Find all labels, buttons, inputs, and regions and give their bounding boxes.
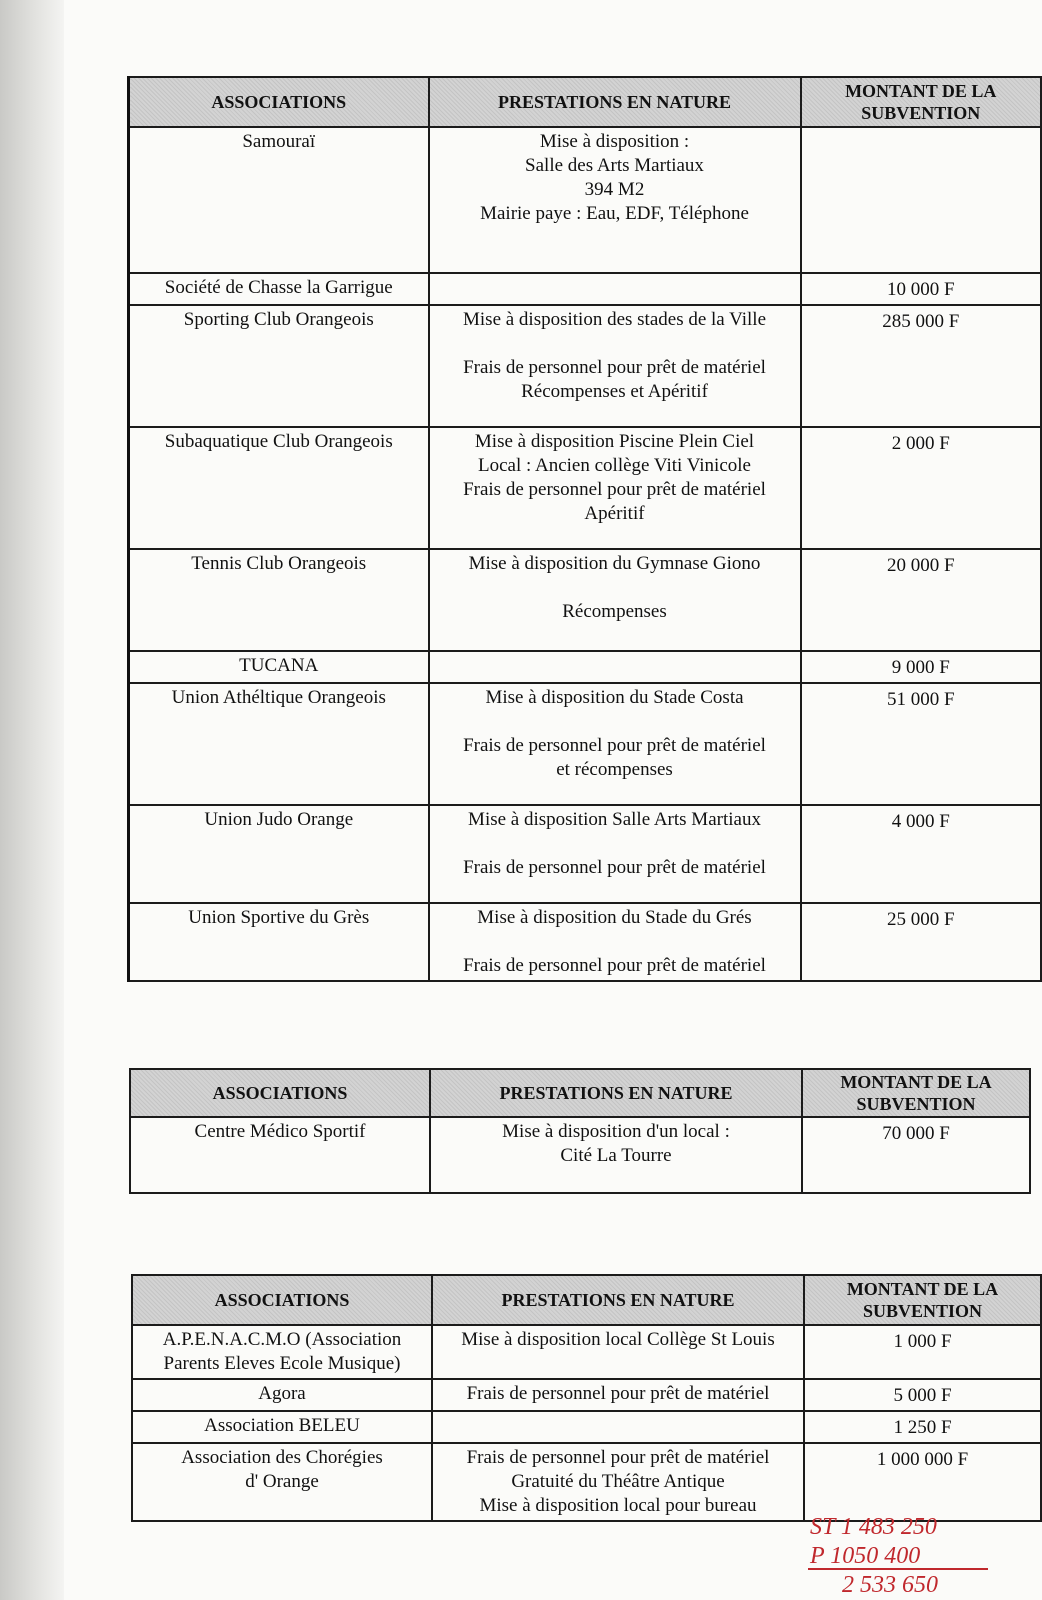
subsidy-amount xyxy=(808,130,1035,132)
table-row xyxy=(129,127,1042,273)
association-name: Union Judo Orange xyxy=(204,809,354,830)
prestation-line: Frais de personnel pour prêt de matériel xyxy=(463,479,766,500)
prestations-cell xyxy=(429,805,801,903)
prestation-line: Frais de personnel pour prêt de matériel xyxy=(463,357,766,378)
header-montant xyxy=(804,1275,1041,1325)
header-associations: ASSOCIATIONS xyxy=(132,1275,432,1325)
subsidy-amount-cell xyxy=(801,273,1042,305)
prestation-line: Cité La Tourre xyxy=(560,1145,672,1166)
subsidy-amount: 25 000 F xyxy=(886,909,955,930)
subsidy-amount: 1 250 F xyxy=(893,1417,952,1438)
prestation-line: Mairie paye : Eau, EDF, Téléphone xyxy=(480,203,749,224)
header-montant-line2: SUBVENTION xyxy=(862,1301,983,1321)
prestation-spacer xyxy=(436,332,794,356)
association-name: Samouraï xyxy=(242,131,316,152)
subsidy-amount-cell xyxy=(801,651,1042,683)
association-name-cell xyxy=(129,549,429,651)
association-name: Agora xyxy=(258,1383,306,1404)
prestations-cell xyxy=(429,427,801,549)
prestation-line: Mise à disposition Salle Arts Martiaux xyxy=(468,809,761,830)
subsidy-table-sports xyxy=(127,76,1042,982)
prestations-cell xyxy=(432,1443,804,1521)
prestation-line: Salle des Arts Martiaux xyxy=(525,155,704,176)
header-associations: ASSOCIATIONS xyxy=(129,77,429,127)
association-name: Société de Chasse la Garrigue xyxy=(164,277,393,298)
table-row xyxy=(132,1411,1041,1443)
subsidy-amount: 4 000 F xyxy=(891,811,950,832)
association-name: Centre Médico Sportif xyxy=(194,1121,366,1142)
subsidy-amount-cell xyxy=(801,549,1042,651)
association-name: Tennis Club Orangeois xyxy=(191,553,367,574)
prestation-line: Mise à disposition du Stade Costa xyxy=(485,687,744,708)
subsidy-amount: 5 000 F xyxy=(893,1385,952,1406)
association-name-cell xyxy=(132,1411,432,1443)
association-name: TUCANA xyxy=(239,655,319,676)
association-name-cell xyxy=(129,805,429,903)
table-header-row xyxy=(132,1275,1041,1325)
subsidy-amount: 70 000 F xyxy=(882,1123,950,1144)
prestations-cell xyxy=(429,273,801,305)
table-row xyxy=(130,1117,1030,1193)
prestations-cell xyxy=(430,1117,802,1193)
header-montant-line2: SUBVENTION xyxy=(861,103,981,123)
association-name-cell xyxy=(129,273,429,305)
prestations-cell xyxy=(429,903,801,981)
prestation-spacer xyxy=(436,930,794,954)
table-row xyxy=(129,805,1042,903)
prestation-line: Mise à disposition : xyxy=(539,131,690,152)
subsidy-table-medical xyxy=(129,1068,1031,1194)
handwritten-total-note xyxy=(808,1508,1008,1598)
prestations-cell xyxy=(429,305,801,427)
subsidy-amount-cell xyxy=(801,805,1042,903)
handwritten-line-3: 2 533 650 xyxy=(842,1572,938,1598)
prestations-cell xyxy=(432,1379,804,1411)
header-montant-line1: MONTANT DE LA xyxy=(840,1072,992,1092)
prestations-cell xyxy=(432,1411,804,1443)
association-name: d' Orange xyxy=(245,1471,319,1492)
handwritten-line-1: ST 1 483 250 xyxy=(810,1514,937,1540)
subsidy-amount: 51 000 F xyxy=(886,689,955,710)
prestation-line: Frais de personnel pour prêt de matériel xyxy=(466,1383,770,1404)
subsidy-amount: 285 000 F xyxy=(882,311,960,332)
association-name: Union Sportive du Grès xyxy=(188,907,370,928)
prestation-line: Mise à disposition local Collège St Louis xyxy=(461,1329,775,1350)
prestation-line: Local : Ancien collège Viti Vinicole xyxy=(478,455,751,476)
association-name-cell xyxy=(129,127,429,273)
prestation-spacer xyxy=(436,576,794,600)
prestation-line: Mise à disposition Piscine Plein Ciel xyxy=(474,431,755,452)
header-associations: ASSOCIATIONS xyxy=(130,1069,430,1117)
prestation-line: Apéritif xyxy=(584,503,645,524)
association-name: Sporting Club Orangeois xyxy=(183,309,374,330)
subsidy-amount: 9 000 F xyxy=(891,657,950,678)
table-row xyxy=(132,1379,1041,1411)
table-row xyxy=(129,273,1042,305)
subsidy-amount-cell xyxy=(801,903,1042,981)
prestations-cell xyxy=(429,549,801,651)
table-row xyxy=(129,549,1042,651)
table-row xyxy=(129,683,1042,805)
prestation-line: Frais de personnel pour prêt de matériel xyxy=(463,735,766,756)
table-row xyxy=(129,903,1042,981)
subsidy-amount-cell xyxy=(801,305,1042,427)
prestation-line: Récompenses xyxy=(562,601,667,622)
association-name-cell xyxy=(129,651,429,683)
table-header-row xyxy=(130,1069,1030,1117)
association-name-cell xyxy=(129,683,429,805)
subsidy-amount: 2 000 F xyxy=(891,433,950,454)
subsidy-amount: 20 000 F xyxy=(886,555,955,576)
handwritten-line-2: P 1050 400 xyxy=(810,1543,921,1569)
prestations-cell xyxy=(432,1325,804,1379)
association-name-cell xyxy=(129,427,429,549)
association-name-cell xyxy=(130,1117,430,1193)
association-name: Association BELEU xyxy=(204,1415,360,1436)
prestation-line: Gratuité du Théâtre Antique xyxy=(511,1471,725,1492)
header-montant-line1: MONTANT DE LA xyxy=(846,1279,999,1299)
subsidy-amount: 1 000 F xyxy=(893,1331,952,1352)
table-header-row xyxy=(129,77,1042,127)
subsidy-amount: 10 000 F xyxy=(886,279,955,300)
association-name-cell xyxy=(132,1379,432,1411)
association-name-cell xyxy=(129,903,429,981)
prestation-line: Mise à disposition des stades de la Ville xyxy=(463,309,766,330)
subsidy-amount-cell xyxy=(802,1117,1030,1193)
subsidy-amount-cell xyxy=(804,1325,1041,1379)
prestations-cell xyxy=(429,651,801,683)
prestation-line: Frais de personnel pour prêt de matériel xyxy=(463,857,766,878)
prestation-line: Mise à disposition d'un local : xyxy=(502,1121,730,1142)
prestation-spacer xyxy=(436,832,794,856)
table-row xyxy=(129,651,1042,683)
association-name: Union Athéltique Orangeois xyxy=(171,687,386,708)
association-name-cell xyxy=(132,1325,432,1379)
table-row xyxy=(132,1325,1041,1379)
association-name: Subaquatique Club Orangeois xyxy=(164,431,393,452)
subsidy-amount-cell xyxy=(801,427,1042,549)
subsidy-amount-cell xyxy=(804,1411,1041,1443)
header-prestations: PRESTATIONS EN NATURE xyxy=(430,1069,802,1117)
table-row xyxy=(129,305,1042,427)
subsidy-amount: 1 000 000 F xyxy=(876,1449,969,1470)
prestation-line: Frais de personnel pour prêt de matériel xyxy=(466,1447,770,1468)
association-name: A.P.E.N.A.C.M.O (Association xyxy=(162,1329,402,1350)
subsidy-amount-cell xyxy=(801,683,1042,805)
table-row xyxy=(129,427,1042,549)
association-name: Parents Eleves Ecole Musique) xyxy=(163,1353,401,1374)
prestation-line: Mise à disposition du Stade du Grés xyxy=(477,907,752,928)
header-montant xyxy=(801,77,1042,127)
header-prestations: PRESTATIONS EN NATURE xyxy=(432,1275,804,1325)
prestations-cell xyxy=(429,683,801,805)
prestation-line: Récompenses et Apéritif xyxy=(521,381,708,402)
prestation-line: et récompenses xyxy=(556,759,673,780)
prestation-line: Frais de personnel pour prêt de matériel xyxy=(463,955,766,976)
prestation-line: Mise à disposition local pour bureau xyxy=(479,1495,757,1516)
header-montant-line1: MONTANT DE LA xyxy=(845,81,997,101)
header-montant xyxy=(802,1069,1030,1117)
prestation-line: 394 M2 xyxy=(584,179,645,200)
association-name-cell xyxy=(132,1443,432,1521)
prestations-cell xyxy=(429,127,801,273)
subsidy-amount-cell xyxy=(804,1379,1041,1411)
subsidy-amount-cell xyxy=(801,127,1042,273)
prestation-spacer xyxy=(436,710,794,734)
page-binding-shadow xyxy=(0,0,64,1600)
header-montant-line2: SUBVENTION xyxy=(856,1094,976,1114)
subsidy-table-culture xyxy=(131,1274,1042,1522)
association-name: Association des Chorégies xyxy=(181,1447,383,1468)
header-prestations: PRESTATIONS EN NATURE xyxy=(429,77,801,127)
prestation-line: Mise à disposition du Gymnase Giono xyxy=(468,553,761,574)
association-name-cell xyxy=(129,305,429,427)
